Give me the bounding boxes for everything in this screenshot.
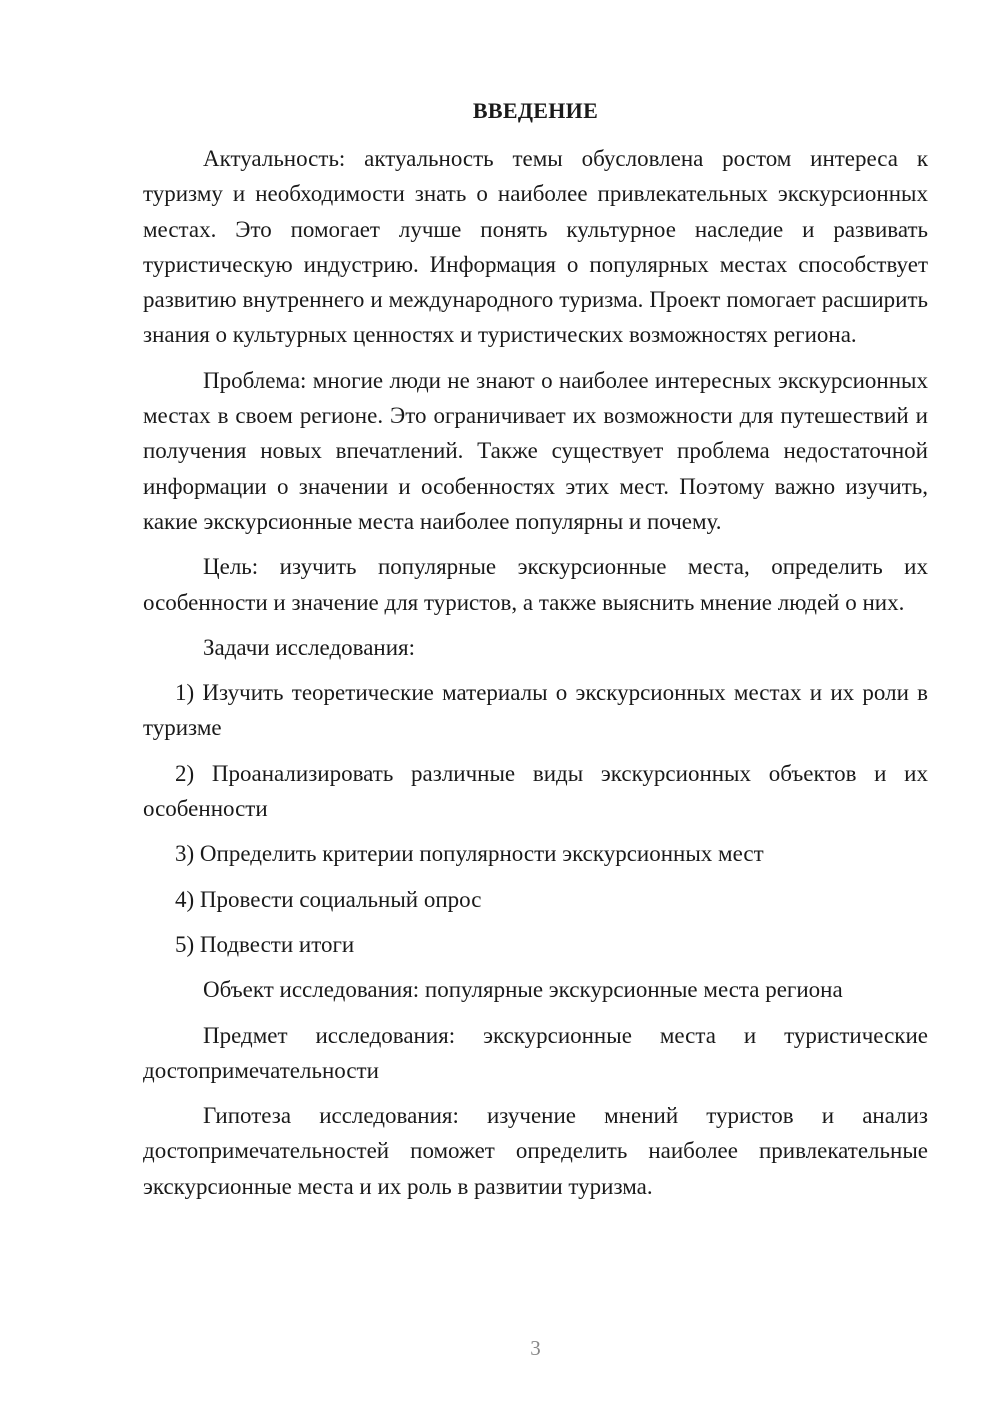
paragraph-object: Объект исследования: популярные экскурсионные места региона bbox=[203, 977, 843, 1003]
paragraph-goal: Цель: изучить популярные экскурсионные места, определить их особенности и значение для туристов, а также выяснить мнение людей о них. bbox=[143, 554, 928, 615]
paragraph-relevance: Актуальность: актуальность темы обусловлена ростом интереса к туризму и необходимости знать о наиболее привлекательных экскурсионных местах. Это помогает лучше понять культурное наследие и развивать туристическую индустрию. Информация о популярных местах способствует развитию внутреннего и международного туризма. Проект помогает расширить знания о культурных ценностях и туристических возможностях региона. bbox=[143, 146, 928, 348]
task-item-3: 3) Определить критерии популярности экскурсионных мест bbox=[175, 841, 764, 867]
task-item-5: 5) Подвести итоги bbox=[175, 931, 355, 957]
paragraph-hypothesis: Гипотеза исследования: изучение мнений туристов и анализ достопримечательностей поможет определить наиболее привлекательные экскурсионные места и их роль в развитии туризма. bbox=[143, 1103, 928, 1199]
page-number: 3 bbox=[530, 1336, 541, 1360]
paragraph-problem: Проблема: многие люди не знают о наиболее интересных экскурсионных местах в своем регионе. Это ограничивает их возможности для путешествий и получения новых впечатлений. Также существует проблема недостаточной информации о значении и особенностях этих мест. Поэтому важно изучить, какие экскурсионные места наиболее популярны и почему. bbox=[143, 367, 928, 534]
document-body bbox=[143, 141, 928, 1214]
section-heading: ВВЕДЕНИЕ bbox=[472, 98, 599, 123]
paragraph-subject: Предмет исследования: экскурсионные места и туристические достопримечательности bbox=[143, 1022, 928, 1083]
tasks-heading: Задачи исследования: bbox=[203, 634, 416, 660]
task-item-1: 1) Изучить теоретические материалы о экскурсионных местах и их роли в туризме bbox=[143, 680, 928, 741]
task-item-4: 4) Провести социальный опрос bbox=[175, 886, 482, 912]
task-item-2: 2) Проанализировать различные виды экскурсионных объектов и их особенности bbox=[143, 760, 928, 822]
